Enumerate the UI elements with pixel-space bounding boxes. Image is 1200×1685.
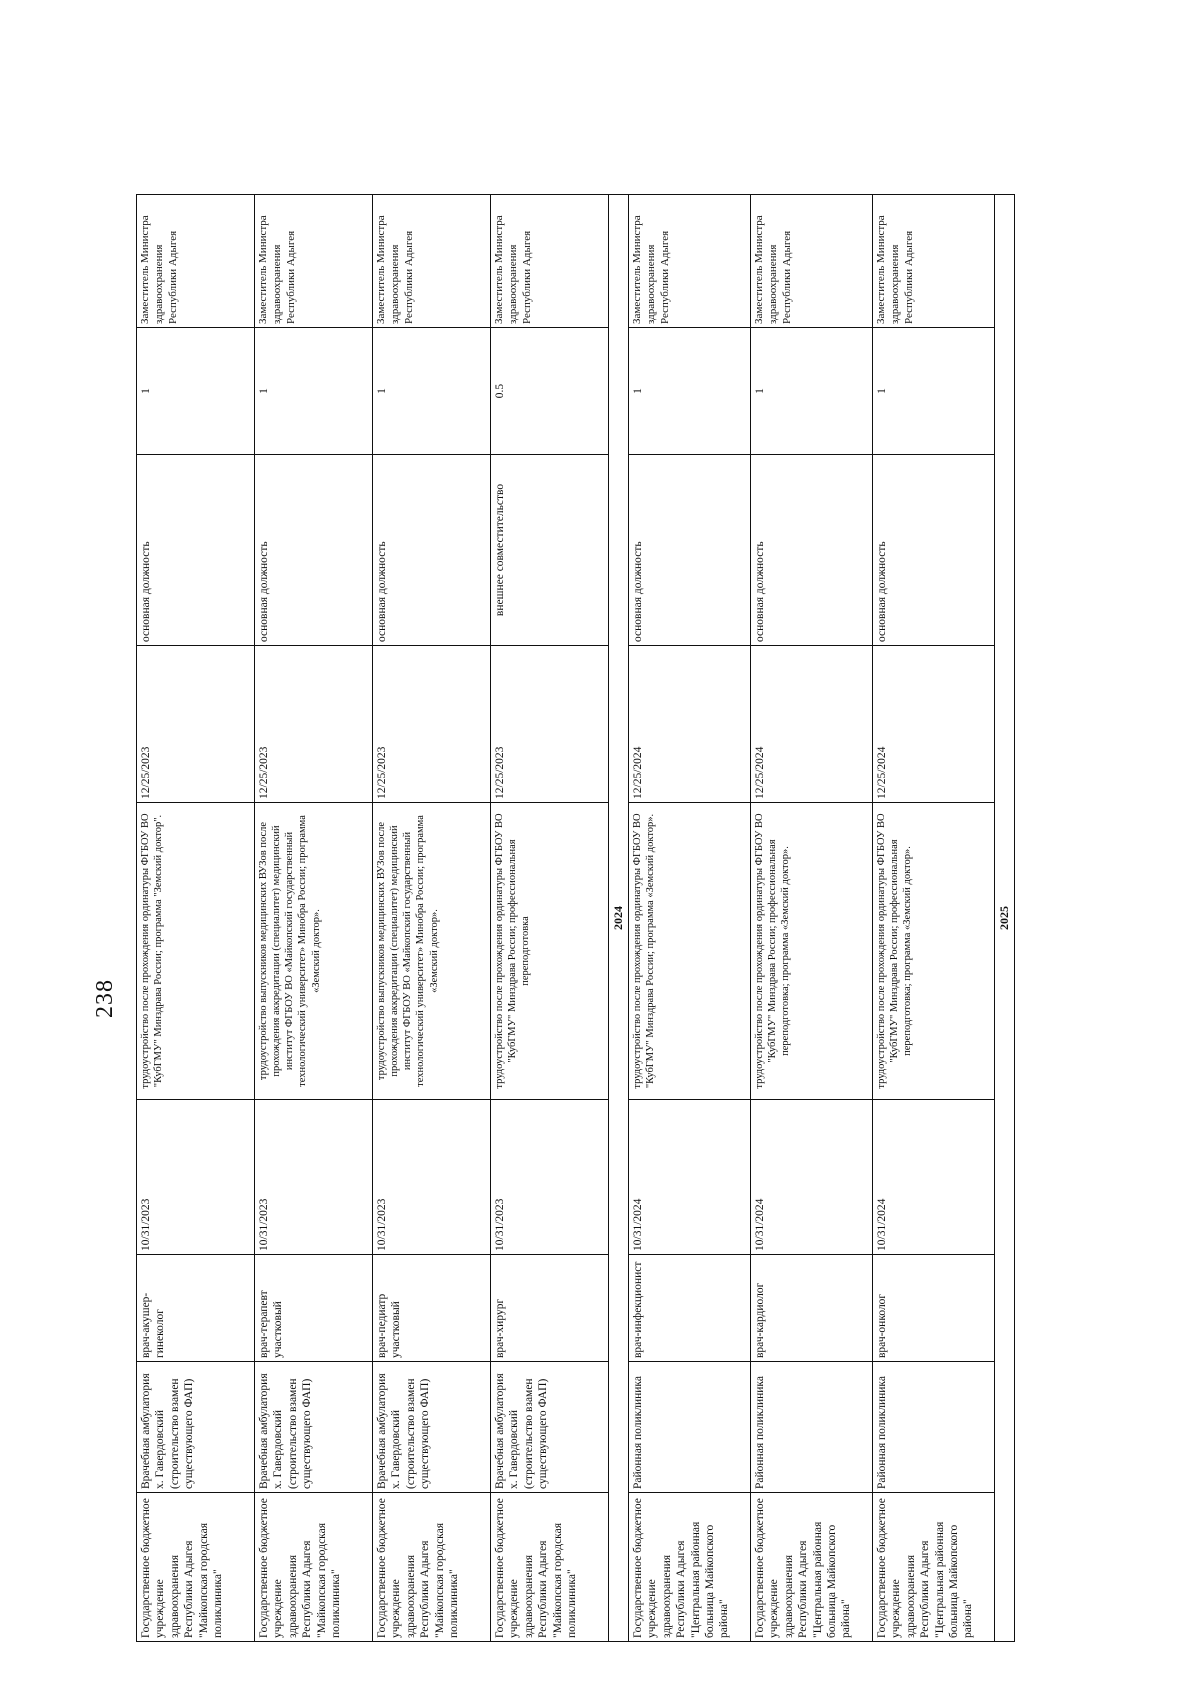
rotated-sheet [136, 194, 1011, 1642]
unit-cell: Районная поликлиника [751, 1362, 873, 1493]
specialty-cell: врач-инфекционист [629, 1255, 751, 1362]
rate-cell: 1 [373, 328, 491, 455]
start-date-cell: 10/31/2024 [873, 1100, 995, 1255]
table-row [873, 195, 995, 1642]
table-row [373, 195, 491, 1642]
organization-cell: Государственное бюджетное учреждение здравоохранения Республики Адыгея "Центральная районная больница Майкопского района" [873, 1493, 995, 1642]
responsible-cell: Заместитель Министра здравоохранения Республики Адыгея [137, 195, 255, 328]
start-date-cell: 10/31/2023 [373, 1100, 491, 1255]
start-date-cell: 10/31/2023 [255, 1100, 373, 1255]
unit-cell: Районная поликлиника [873, 1362, 995, 1493]
position-type-cell: основная должность [629, 455, 751, 646]
start-date-cell: 10/31/2023 [491, 1100, 609, 1255]
specialty-cell: врач-педиатр участковый [373, 1255, 491, 1362]
year-row-2025 [995, 195, 1015, 1642]
responsible-cell: Заместитель Министра здравоохранения Республики Адыгея [629, 195, 751, 328]
year-label-2025: 2025 [995, 195, 1015, 1642]
specialty-cell: врач-онколог [873, 1255, 995, 1362]
basis-cell: трудоустройство выпускников медицинских ВУЗов после прохождения аккредитации (специалитет) медицинский институт ФГБОУ ВО «Майкопский государственный технологический университет» Минобра России; программа «Земский доктор». [373, 803, 491, 1100]
organization-cell: Государственное бюджетное учреждение здравоохранения Республики Адыгея "Майкопская городская поликлиника" [491, 1493, 609, 1642]
unit-cell: Врачебная амбулатория х. Гавердовский (строительство взамен существующего ФАП) [491, 1362, 609, 1493]
basis-cell: трудоустройство выпускников медицинских ВУЗов после прохождения аккредитации (специалитет) медицинский институт ФГБОУ ВО «Майкопский государственный технологический университет» Минобра России; программа «Земский доктор». [255, 803, 373, 1100]
responsible-cell: Заместитель Министра здравоохранения Республики Адыгея [751, 195, 873, 328]
rate-cell: 1 [751, 328, 873, 455]
unit-cell: Врачебная амбулатория х. Гавердовский (строительство взамен существующего ФАП) [137, 1362, 255, 1493]
table-row [629, 195, 751, 1642]
start-date-cell: 10/31/2024 [751, 1100, 873, 1255]
end-date-cell: 12/25/2023 [137, 646, 255, 803]
table-row [751, 195, 873, 1642]
specialty-cell: врач-терапевт участковый [255, 1255, 373, 1362]
basis-cell: трудоустройство после прохождения ординатуры ФГБОУ ВО "КубГМУ" Минздрава России; профессиональная переподготовка; программа «Земский доктор». [873, 803, 995, 1100]
unit-cell: Врачебная амбулатория х. Гавердовский (строительство взамен существующего ФАП) [373, 1362, 491, 1493]
basis-cell: трудоустройство после прохождения ординатуры ФГБОУ ВО "КубГМУ" Минздрава России; профессиональная переподготовка; программа «Земский доктор». [751, 803, 873, 1100]
responsible-cell: Заместитель Министра здравоохранения Республики Адыгея [255, 195, 373, 328]
position-type-cell: основная должность [373, 455, 491, 646]
table-row [137, 195, 255, 1642]
start-date-cell: 10/31/2023 [137, 1100, 255, 1255]
responsible-cell: Заместитель Министра здравоохранения Республики Адыгея [873, 195, 995, 328]
basis-cell: трудоустройство после прохождения ординатуры ФГБОУ ВО "КубГМУ" Минздрава России; профессиональная переподготовка [491, 803, 609, 1100]
end-date-cell: 12/25/2024 [751, 646, 873, 803]
unit-cell: Врачебная амбулатория х. Гавердовский (строительство взамен существующего ФАП) [255, 1362, 373, 1493]
table-body [137, 195, 1015, 1642]
responsible-cell: Заместитель Министра здравоохранения Республики Адыгея [491, 195, 609, 328]
organization-cell: Государственное бюджетное учреждение здравоохранения Республики Адыгея "Майкопская городская поликлиника" [373, 1493, 491, 1642]
position-type-cell: основная должность [873, 455, 995, 646]
position-type-cell: основная должность [255, 455, 373, 646]
position-type-cell: основная должность [751, 455, 873, 646]
rate-cell: 1 [873, 328, 995, 455]
organization-cell: Государственное бюджетное учреждение здравоохранения Республики Адыгея "Центральная районная больница Майкопского района" [629, 1493, 751, 1642]
position-type-cell: основная должность [137, 455, 255, 646]
organization-cell: Государственное бюджетное учреждение здравоохранения Республики Адыгея "Майкопская городская поликлиника" [255, 1493, 373, 1642]
responsible-cell: Заместитель Министра здравоохранения Республики Адыгея [373, 195, 491, 328]
organization-cell: Государственное бюджетное учреждение здравоохранения Республики Адыгея "Центральная районная больница Майкопского района" [751, 1493, 873, 1642]
rate-cell: 0.5 [491, 328, 609, 455]
year-label-2024: 2024 [609, 195, 629, 1642]
organization-cell: Государственное бюджетное учреждение здравоохранения Республики Адыгея "Майкопская городская поликлиника" [137, 1493, 255, 1642]
end-date-cell: 12/25/2024 [873, 646, 995, 803]
specialty-cell: врач-хирург [491, 1255, 609, 1362]
specialty-cell: врач-кардиолог [751, 1255, 873, 1362]
page-number: 238 [92, 979, 118, 1018]
basis-cell: трудоустройство после прохождения ординатуры ФГБОУ ВО "КубГМУ" Минздрава России; программа "Земский доктор". [137, 803, 255, 1100]
table-row [491, 195, 609, 1642]
year-row-2024 [609, 195, 629, 1642]
table-row [255, 195, 373, 1642]
end-date-cell: 12/25/2024 [629, 646, 751, 803]
position-type-cell: внешнее совместительство [491, 455, 609, 646]
basis-cell: трудоустройство после прохождения ординатуры ФГБОУ ВО "КубГМУ" Минздрава России; программа «Земский доктор». [629, 803, 751, 1100]
unit-cell: Районная поликлиника [629, 1362, 751, 1493]
end-date-cell: 12/25/2023 [373, 646, 491, 803]
staffing-plan-table [136, 194, 1015, 1642]
end-date-cell: 12/25/2023 [255, 646, 373, 803]
rate-cell: 1 [137, 328, 255, 455]
rate-cell: 1 [629, 328, 751, 455]
end-date-cell: 12/25/2023 [491, 646, 609, 803]
specialty-cell: врач-акушер-гинеколог [137, 1255, 255, 1362]
rate-cell: 1 [255, 328, 373, 455]
start-date-cell: 10/31/2024 [629, 1100, 751, 1255]
